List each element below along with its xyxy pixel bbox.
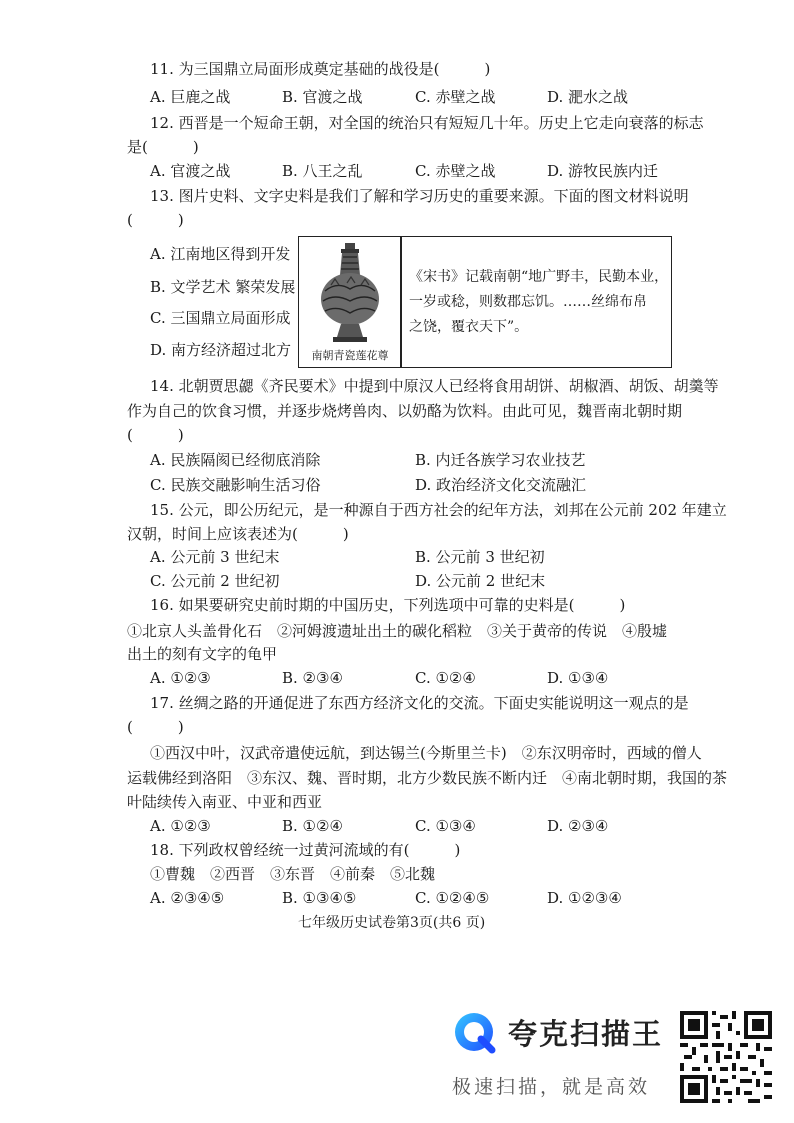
quark-logo-icon bbox=[452, 1010, 498, 1056]
q12-option-a: A. 官渡之战 bbox=[150, 162, 231, 180]
q12-stem-line1: 12. 西晋是一个短命王朝，对全国的统治只有短短几十年。历史上它走向衰落的标志 bbox=[150, 114, 704, 132]
q15-option-d: D. 公元前 2 世纪末 bbox=[415, 572, 546, 590]
q17-option-d: D. ②③④ bbox=[547, 817, 609, 835]
q11-option-c: C. 赤壁之战 bbox=[415, 88, 496, 106]
q18-option-b: B. ①③④⑤ bbox=[282, 889, 357, 907]
q18-option-a: A. ②③④⑤ bbox=[150, 889, 225, 907]
q13-option-c: C. 三国鼎立局面形成 bbox=[150, 309, 291, 327]
q13-quote-line: 《宋书》记载南朝“地广野丰，民勤本业， bbox=[409, 269, 669, 285]
q14-option-d: D. 政治经济文化交流融汇 bbox=[415, 476, 587, 494]
page-footer: 七年级历史试卷第3页(共6 页) bbox=[298, 915, 486, 931]
q13-option-d: D. 南方经济超过北方 bbox=[150, 341, 292, 359]
q16-option-d: D. ①③④ bbox=[547, 669, 609, 687]
q17-option-c: C. ①③④ bbox=[415, 817, 476, 835]
watermark-slogan: 极速扫描，就是高效 bbox=[452, 1076, 651, 1098]
q17-option-b: B. ①②④ bbox=[282, 817, 343, 835]
q16-items-line2: 出土的刻有文字的龟甲 bbox=[127, 645, 278, 663]
q13-stem-line1: 13. 图片史料、文字史料是我们了解和学习历史的重要来源。下面的图文材料说明 bbox=[150, 187, 689, 205]
q12-option-b: B. 八王之乱 bbox=[282, 162, 363, 180]
q14-stem-line2: 作为自己的饮食习惯，并逐步烧烤兽肉、以奶酪为饮料。由此可见，魏晋南北朝时期 bbox=[127, 402, 683, 420]
qr-code-icon bbox=[680, 1011, 772, 1103]
q14-option-c: C. 民族交融影响生活习俗 bbox=[150, 476, 321, 494]
q13-option-a: A. 江南地区得到开发 bbox=[150, 245, 291, 263]
q15-option-b: B. 公元前 3 世纪初 bbox=[415, 548, 545, 566]
q13-stem-line2: ( ) bbox=[127, 211, 184, 229]
q17-items-line3: 叶陆续传入南亚、中亚和西亚 bbox=[127, 793, 323, 811]
q17-items-line1: ①西汉中叶，汉武帝遣使远航，到达锡兰(今斯里兰卡) ②东汉明帝时，西域的僧人 bbox=[150, 744, 702, 762]
q15-stem-line1: 15. 公元，即公历纪元，是一种源自于西方社会的纪年方法，刘邦在公元前 202 年建立 bbox=[150, 501, 727, 519]
watermark-brand: 夸克扫描王 bbox=[508, 1017, 664, 1051]
q13-quote-line: 一岁或稔，则数郡忘饥。……丝绵布帛 bbox=[409, 294, 647, 310]
lotus-vase-icon bbox=[317, 241, 383, 345]
q12-stem-line2: 是( ) bbox=[127, 138, 199, 156]
q14-option-a: A. 民族隔阂已经彻底消除 bbox=[150, 451, 321, 469]
q11-option-d: D. 淝水之战 bbox=[547, 88, 629, 106]
q15-option-c: C. 公元前 2 世纪初 bbox=[150, 572, 280, 590]
q13-option-b: B. 文学艺术 繁荣发展 bbox=[150, 278, 296, 296]
q15-option-a: A. 公元前 3 世纪末 bbox=[150, 548, 280, 566]
q14-stem-line1: 14. 北朝贾思勰《齐民要术》中提到中原汉人已经将食用胡饼、胡椒酒、胡饭、胡羹等 bbox=[150, 377, 719, 395]
q17-items-line2: 运载佛经到洛阳 ③东汉、魏、晋时期，北方少数民族不断内迁 ④南北朝时期，我国的茶 bbox=[127, 769, 728, 787]
q15-stem-line2: 汉朝，时间上应该表述为( ) bbox=[127, 525, 349, 543]
q16-option-c: C. ①②④ bbox=[415, 669, 476, 687]
q16-stem: 16. 如果要研究史前时期的中国历史，下列选项中可靠的史料是( ) bbox=[150, 596, 626, 614]
q13-song-shu-quote bbox=[409, 265, 667, 340]
q11-option-b: B. 官渡之战 bbox=[282, 88, 363, 106]
q18-option-c: C. ①②④⑤ bbox=[415, 889, 490, 907]
q12-option-c: C. 赤壁之战 bbox=[415, 162, 496, 180]
q17-stem-line1: 17. 丝绸之路的开通促进了东西方经济文化的交流。下面史实能说明这一观点的是 bbox=[150, 694, 689, 712]
q16-items-line1: ①北京人头盖骨化石 ②河姆渡遗址出土的碳化稻粒 ③关于黄帝的传说 ④殷墟 bbox=[127, 622, 668, 640]
q12-option-d: D. 游牧民族内迁 bbox=[547, 162, 659, 180]
q13-image-caption: 南朝青瓷莲花尊 bbox=[311, 349, 389, 362]
q18-stem: 18. 下列政权曾经统一过黄河流域的有( ) bbox=[150, 841, 461, 859]
q13-material-box bbox=[298, 236, 672, 368]
q16-option-a: A. ①②③ bbox=[150, 669, 211, 687]
q13-box-divider bbox=[400, 237, 402, 367]
q14-stem-line3: ( ) bbox=[127, 426, 184, 444]
q13-quote-line: 之饶，覆衣天下”。 bbox=[409, 319, 529, 335]
q17-stem-line2: ( ) bbox=[127, 718, 184, 736]
q11-option-a: A. 巨鹿之战 bbox=[150, 88, 231, 106]
q16-option-b: B. ②③④ bbox=[282, 669, 343, 687]
q11-stem: 11. 为三国鼎立局面形成奠定基础的战役是( ) bbox=[150, 60, 491, 78]
q18-option-d: D. ①②③④ bbox=[547, 889, 622, 907]
q17-option-a: A. ①②③ bbox=[150, 817, 211, 835]
q14-option-b: B. 内迁各族学习农业技艺 bbox=[415, 451, 586, 469]
q18-items: ①曹魏 ②西晋 ③东晋 ④前秦 ⑤北魏 bbox=[150, 865, 436, 883]
